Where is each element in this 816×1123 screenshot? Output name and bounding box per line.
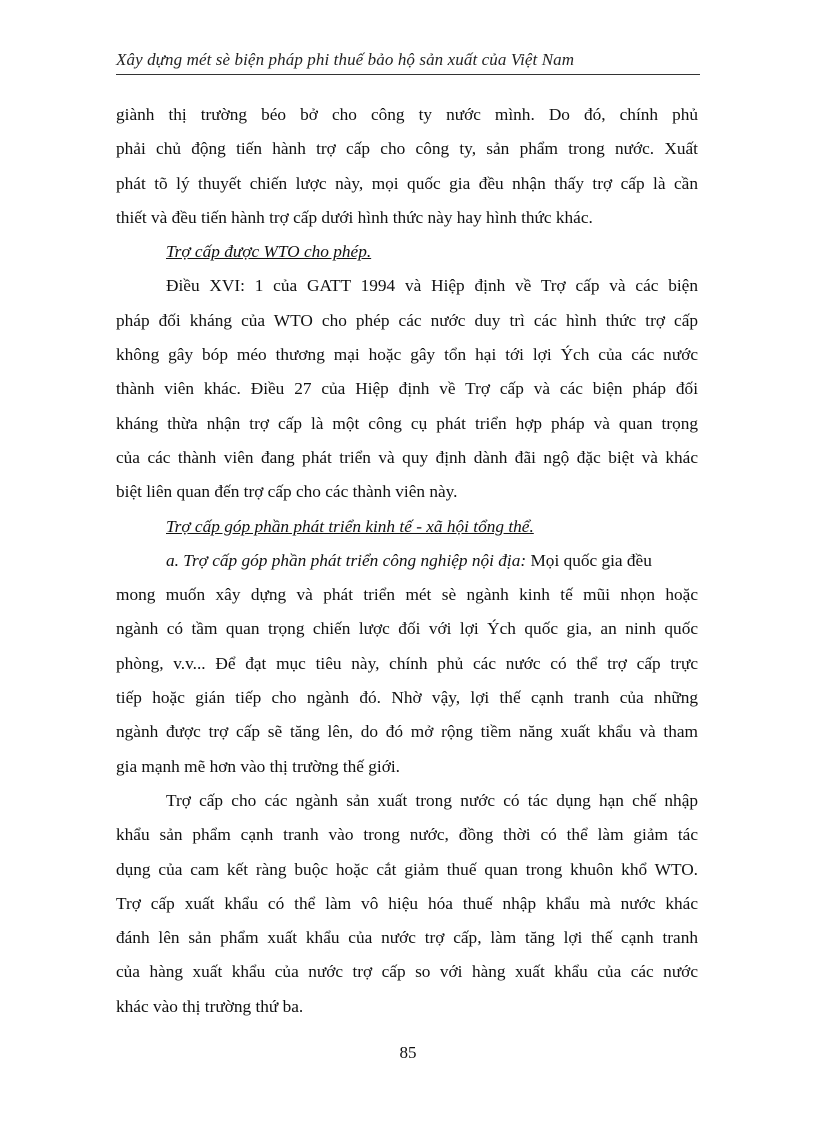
text-line: Điều XVI: 1 của GATT 1994 và Hiệp định về Trợ cấp và các biện: [166, 276, 698, 296]
text-line: ngành có tầm quan trọng chiến lược đối với lợi Ých quốc gia, an ninh quốc: [116, 619, 698, 639]
subsection-line: [116, 544, 698, 578]
text-line: giành thị trường béo bở cho công ty nước mình. Do đó, chính phủ: [116, 105, 698, 124]
section-heading: [116, 235, 698, 269]
subsection-text: Mọi quốc gia đều: [526, 550, 652, 570]
subsection-title: a. Trợ cấp góp phần phát triển công nghiệp nội địa:: [166, 550, 527, 570]
text-line: phải chủ động tiến hành trợ cấp cho công ty, sản phẩm trong nước. Xuất: [116, 139, 698, 159]
text-line: phòng, v.v... Để đạt mục tiêu này, chính phủ các nước có thể trợ cấp trực: [116, 653, 698, 673]
text-line: biệt liên quan đến trợ cấp cho các thành viên này.: [116, 482, 458, 502]
text-line: không gây bóp méo thương mại hoặc gây tổn hại tới lợi Ých của các nước: [116, 345, 698, 365]
running-header: Xây dựng mét sè biện pháp phi thuế bảo hộ sản xuất của Việt Nam: [116, 50, 700, 75]
text-line: mong muốn xây dựng và phát triển mét sè ngành kinh tế mũi nhọn hoặc: [116, 585, 698, 605]
text-line: pháp đối kháng của WTO cho phép các nước duy trì các hình thức trợ cấp: [116, 310, 698, 330]
text-line: Trợ cấp xuất khẩu có thể làm vô hiệu hóa thuế nhập khẩu mà nước khác: [116, 893, 698, 913]
text-line: thành viên khác. Điều 27 của Hiệp định về Trợ cấp và các biện pháp đối: [116, 379, 698, 399]
text-line: phát tõ lý thuyết chiến lược này, mọi quốc gia đều nhận thấy trợ cấp là cần: [116, 173, 698, 193]
page-number: 85: [399, 1043, 417, 1062]
text-line: gia mạnh mẽ hơn vào thị trường thế giới.: [116, 756, 400, 776]
text-line: Trợ cấp cho các ngành sản xuất trong nước có tác dụng hạn chế nhập: [166, 790, 698, 810]
text-line: tiếp hoặc gián tiếp cho ngành đó. Nhờ vậy, lợi thế cạnh tranh của những: [116, 688, 698, 708]
text-line: ngành được trợ cấp sẽ tăng lên, do đó mở rộng tiềm năng xuất khẩu và tham: [116, 722, 698, 742]
body-text: [116, 98, 698, 1024]
text-line: kháng thừa nhận trợ cấp là một công cụ phát triển hợp pháp và quan trọng: [116, 413, 698, 433]
text-line: của các thành viên đang phát triển và quy định dành đãi ngộ đặc biệt và khác: [116, 447, 698, 467]
text-line: thiết và đều tiến hành trợ cấp dưới hình thức này hay hình thức khác.: [116, 207, 593, 227]
text-line: dụng của cam kết ràng buộc hoặc cắt giảm thuế quan trong khuôn khổ WTO.: [116, 859, 698, 879]
text-line: khẩu sản phẩm cạnh tranh vào trong nước, đồng thời có thể làm giảm tác: [116, 825, 698, 845]
heading-text: Trợ cấp được WTO cho phép.: [166, 242, 372, 262]
heading-text: Trợ cấp góp phần phát triển kinh tế - xã hội tổng thể.: [166, 516, 534, 536]
text-line: của hàng xuất khẩu của nước trợ cấp so với hàng xuất khẩu của các nước: [116, 962, 698, 982]
text-line: đánh lên sản phẩm xuất khẩu của nước trợ cấp, làm tăng lợi thế cạnh tranh: [116, 928, 698, 948]
text-line: khác vào thị trường thứ ba.: [116, 996, 304, 1016]
section-heading: [116, 510, 698, 544]
